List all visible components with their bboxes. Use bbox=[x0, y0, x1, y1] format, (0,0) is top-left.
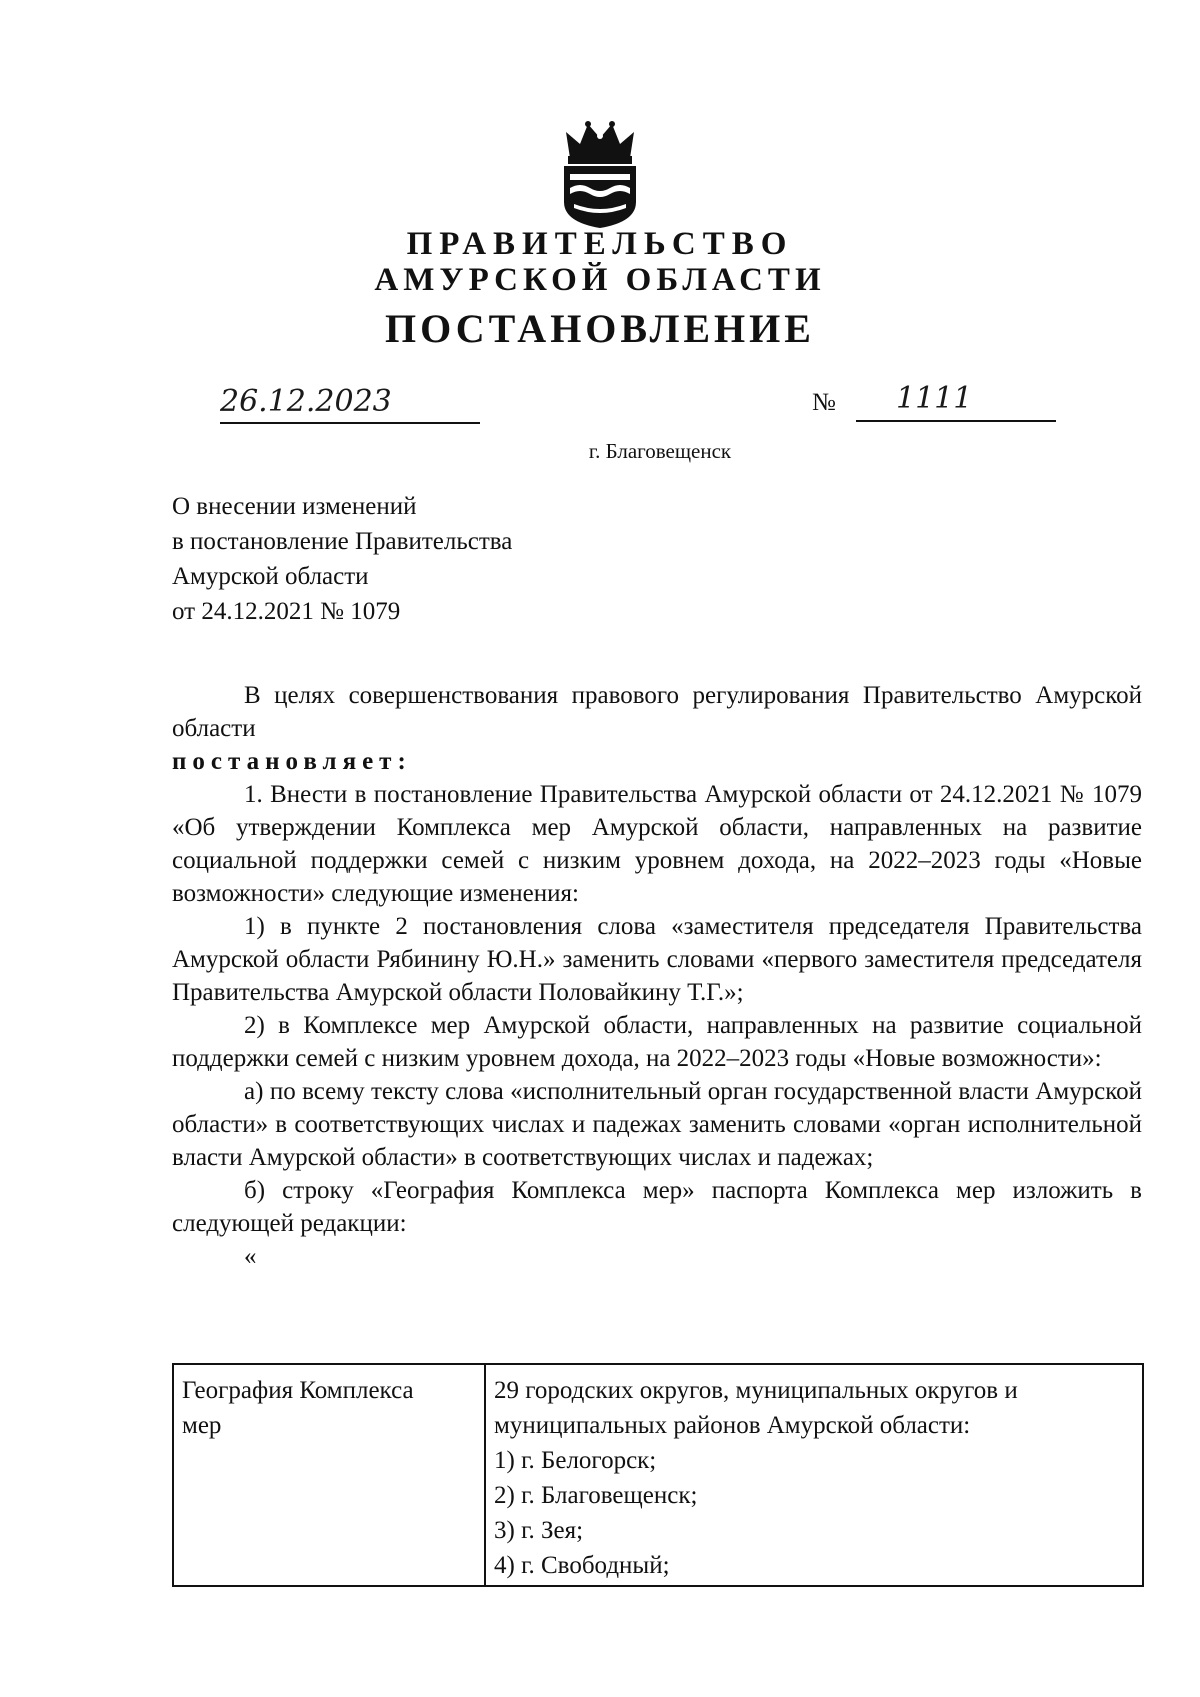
table-content-line: 2) г. Благовещенск; bbox=[494, 1482, 698, 1509]
resolves-word: постановляет: bbox=[172, 748, 412, 775]
subject-line: Амурской области bbox=[172, 563, 369, 590]
document-subject bbox=[172, 489, 512, 629]
preamble-paragraph: В целях совершенствования правового регулирования Правительство Амурской области bbox=[172, 682, 1142, 742]
government-title: ПРАВИТЕЛЬСТВО bbox=[406, 226, 794, 262]
table-content-line: муниципальных районов Амурской области: bbox=[494, 1412, 971, 1439]
government-region: АМУРСКОЙ ОБЛАСТИ bbox=[374, 262, 826, 298]
subject-line: О внесении изменений bbox=[172, 493, 417, 520]
item-1-paragraph: 1. Внести в постановление Правительства Амурской области от 24.12.2021 № 1079 «Об утверждении Комплекса мер Амурской области, направленных на развитие социальной поддержки семей с низким уровнем дохода, на 2022–2023 годы «Новые возможности» следующие изменения: bbox=[172, 781, 1142, 907]
geography-table bbox=[172, 1363, 1144, 1587]
item-a-paragraph: а) по всему тексту слова «исполнительный орган государственной власти Амурской области» в соответствующих числах и падежах заменить словами «орган исполнительной власти Амурской области» в соответствующих числах и падежах; bbox=[172, 1078, 1142, 1171]
table-content-cell bbox=[485, 1364, 1143, 1586]
number-label: № bbox=[812, 389, 836, 416]
subject-line: от 24.12.2021 № 1079 bbox=[172, 598, 401, 625]
item-1-2-paragraph: 2) в Комплексе мер Амурской области, направленных на развитие социальной поддержки семей с низким уровнем дохода, на 2022–2023 годы «Новые возможности»: bbox=[172, 1012, 1142, 1072]
table-content-line: 29 городских округов, муниципальных округов и bbox=[494, 1377, 1018, 1404]
table-row bbox=[173, 1364, 1143, 1586]
table-label-line: География Комплекса bbox=[182, 1377, 414, 1404]
table-label-cell bbox=[173, 1364, 485, 1586]
document-body bbox=[172, 679, 1142, 1273]
handwritten-number: 1111 bbox=[856, 376, 1056, 422]
handwritten-date: 26.12.2023 bbox=[220, 382, 480, 424]
table-content-line: 3) г. Зея; bbox=[494, 1517, 584, 1544]
table-label-line: мер bbox=[182, 1412, 222, 1439]
subject-line: в постановление Правительства bbox=[172, 528, 513, 555]
item-1-1-paragraph: 1) в пункте 2 постановления слова «заместителя председателя Правительства Амурской области Рябинину Ю.Н.» заменить словами «первого заместителя председателя Правительства Амурской области Половайкину Т.Г.»; bbox=[172, 913, 1142, 1006]
table-content-line: 4) г. Свободный; bbox=[494, 1552, 670, 1579]
item-b-paragraph: б) строку «География Комплекса мер» паспорта Комплекса мер изложить в следующей редакции: bbox=[172, 1177, 1142, 1237]
coat-of-arms-icon bbox=[554, 118, 646, 230]
open-quote-mark: « bbox=[244, 1243, 257, 1270]
city-line: г. Благовещенск bbox=[588, 439, 732, 463]
table-content-line: 1) г. Белогорск; bbox=[494, 1447, 657, 1474]
document-type: ПОСТАНОВЛЕНИЕ bbox=[385, 306, 815, 351]
